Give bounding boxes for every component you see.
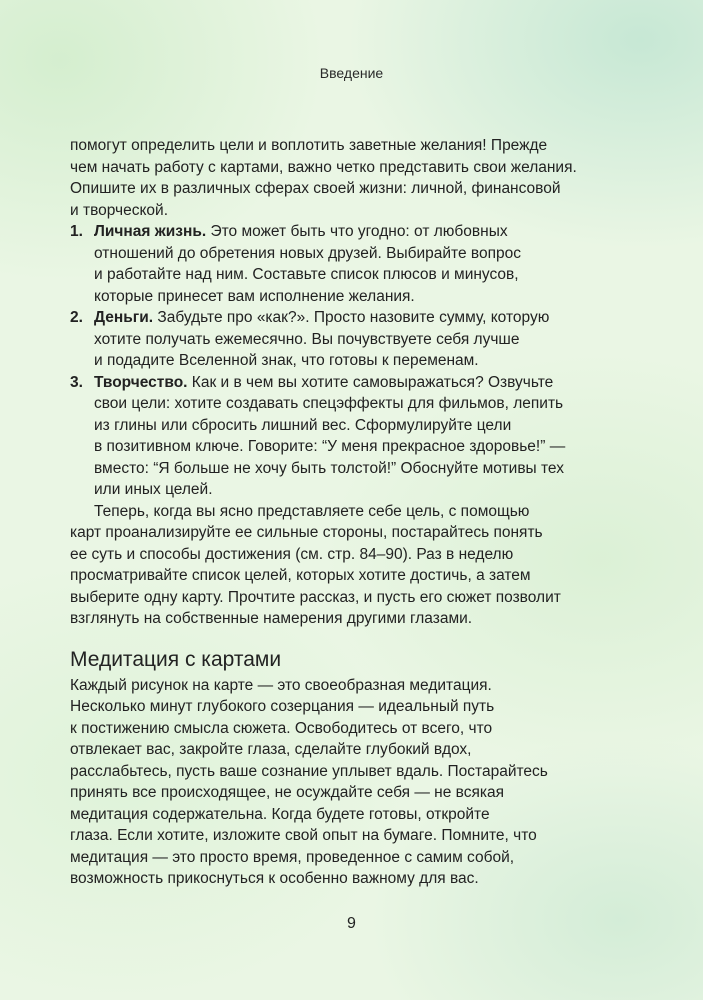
text-line: возможность прикоснуться к особенно важному для вас. <box>70 870 479 887</box>
intro-paragraph <box>70 135 650 221</box>
wish-list <box>70 221 650 501</box>
text-line: карт проанализируйте ее сильные стороны, постарайтесь понять <box>70 524 543 541</box>
text-line: медитация содержательна. Когда будете готовы, откройте <box>70 805 490 823</box>
list-item-personal-life <box>70 221 650 307</box>
text-line: отвлекает вас, закройте глаза, сделайте глубокий вдох, <box>70 741 472 758</box>
text-line: Это может быть что угодно: от любовных <box>210 223 508 240</box>
text-line: и творческой. <box>70 201 169 219</box>
text-line: глаза. Если хотите, изложите свой опыт на бумаге. Помните, что <box>70 827 537 844</box>
text-line: взглянуть на собственные намерения другими глазами. <box>70 610 473 627</box>
list-number: 2. <box>70 309 83 326</box>
text-line: или иных целей. <box>94 481 213 498</box>
body-text <box>70 135 650 890</box>
goal-paragraph <box>70 501 650 630</box>
text-line: ее суть и способы достижения (см. стр. 84–90). Раз в неделю <box>70 545 514 563</box>
text-line: которые принесет вам исполнение желания. <box>94 287 415 305</box>
text-line: вместо: “Я больше не хочу быть толстой!” Обоснуйте мотивы тех <box>94 459 564 477</box>
running-head: Введение <box>319 65 384 81</box>
meditation-paragraph <box>70 675 650 890</box>
section-heading: Медитация с картами <box>70 647 282 671</box>
text-line: выберите одну карту. Прочтите рассказ, и пусть его сюжет позволит <box>70 588 561 606</box>
text-line: просматривайте список целей, которых хотите достичь, а затем <box>70 567 531 584</box>
text-line: Опишите их в различных сферах своей жизни: личной, финансовой <box>70 180 561 197</box>
text-line: принять все происходящее, не осуждайте себя — не всякая <box>70 784 504 801</box>
list-item-creativity <box>70 372 650 501</box>
text-line: помогут определить цели и воплотить заветные желания! Прежде <box>70 137 548 154</box>
text-line: хотите получать ежемесячно. Вы почувствуете себя лучше <box>94 330 520 348</box>
list-number: 1. <box>70 223 83 240</box>
list-item-title: Личная жизнь. <box>94 223 207 240</box>
text-line: расслабьтесь, пусть ваше сознание уплывет вдаль. Постарайтесь <box>70 762 548 780</box>
text-line: отношений до обретения новых друзей. Выбирайте вопрос <box>94 244 521 262</box>
text-line: Несколько минут глубокого созерцания — идеальный путь <box>70 698 495 715</box>
text-line: к постижению смысла сюжета. Освободитесь от всего, что <box>70 719 493 737</box>
text-line: чем начать работу с картами, важно четко представить свои желания. <box>70 158 577 176</box>
page-number: 9 <box>347 915 356 932</box>
text-line: Как и в чем вы хотите самовыражаться? Озвучьте <box>191 373 554 391</box>
text-line: из глины или сбросить лишний вес. Сформулируйте цели <box>94 416 512 434</box>
text-line: и работайте над ним. Составьте список плюсов и минусов, <box>94 266 519 283</box>
text-line: Теперь, когда вы ясно представляете себе цель, с помощью <box>94 502 530 520</box>
list-item-title: Деньги. <box>94 309 154 326</box>
text-line: в позитивном ключе. Говорите: “У меня прекрасное здоровье!” — <box>94 438 566 455</box>
text-line: Забудьте про «как?». Просто назовите сумму, которую <box>157 309 550 326</box>
text-line: медитация — это просто время, проведенное с самим собой, <box>70 848 515 866</box>
text-line: и подадите Вселенной знак, что готовы к переменам. <box>94 352 479 369</box>
list-item-money <box>70 307 650 372</box>
list-number: 3. <box>70 373 83 391</box>
text-line: Каждый рисунок на карте — это своеобразная медитация. <box>70 676 492 694</box>
text-line: свои цели: хотите создавать спецэффекты для фильмов, лепить <box>94 395 564 412</box>
list-item-title: Творчество. <box>94 373 188 391</box>
